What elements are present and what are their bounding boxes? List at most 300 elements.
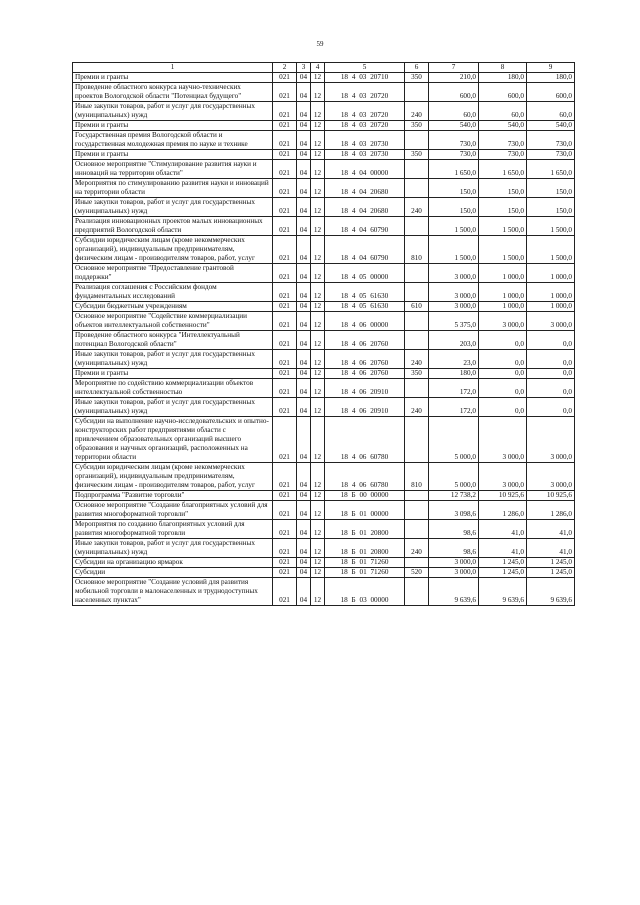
admin-code-cell: 021 [273, 102, 297, 121]
expense-type-cell: 350 [405, 369, 429, 379]
amount-year-1-cell: 172,0 [429, 379, 479, 398]
header-cell: 4 [311, 63, 325, 73]
amount-year-3-cell: 1 650,0 [527, 160, 575, 179]
amount-year-2-cell: 1 000,0 [479, 302, 527, 312]
section-code-cell: 04 [297, 369, 311, 379]
expense-type-cell: 520 [405, 568, 429, 578]
item-name-cell: Мероприятия по созданию благоприятных условий для развития многоформатной торговли [73, 520, 273, 539]
page-number: 59 [316, 40, 324, 48]
amount-year-3-cell: 1 000,0 [527, 264, 575, 283]
target-article-cell: 18 4 03 20720 [325, 121, 405, 131]
table-row [73, 302, 575, 312]
amount-year-3-cell: 0,0 [527, 331, 575, 350]
expense-type-cell: 240 [405, 398, 429, 417]
target-article-cell: 18 4 03 20720 [325, 102, 405, 121]
amount-year-2-cell: 3 000,0 [479, 312, 527, 331]
section-code-cell: 04 [297, 463, 311, 491]
amount-year-2-cell: 1 245,0 [479, 558, 527, 568]
expense-type-cell: 350 [405, 121, 429, 131]
table-row [73, 264, 575, 283]
table-row [73, 539, 575, 558]
section-code-cell: 04 [297, 302, 311, 312]
subsection-code-cell: 12 [311, 463, 325, 491]
target-article-cell: 18 4 04 00000 [325, 160, 405, 179]
expense-type-cell: 810 [405, 236, 429, 264]
subsection-code-cell: 12 [311, 131, 325, 150]
header-cell: 1 [73, 63, 273, 73]
section-code-cell: 04 [297, 417, 311, 463]
subsection-code-cell: 12 [311, 150, 325, 160]
amount-year-3-cell: 180,0 [527, 73, 575, 83]
amount-year-1-cell: 150,0 [429, 179, 479, 198]
target-article-cell: 18 4 06 20910 [325, 379, 405, 398]
item-name-cell: Мероприятие по содействию коммерциализации объектов интеллектуальной собственностью [73, 379, 273, 398]
amount-year-1-cell: 730,0 [429, 131, 479, 150]
budget-allocation-table [72, 62, 575, 606]
item-name-cell: Подпрограмма "Развитие торговли" [73, 491, 273, 501]
amount-year-2-cell: 41,0 [479, 539, 527, 558]
item-name-cell: Основное мероприятие "Создание благоприятных условий для развития многоформатной торговли" [73, 501, 273, 520]
amount-year-3-cell: 3 000,0 [527, 312, 575, 331]
amount-year-2-cell: 60,0 [479, 102, 527, 121]
admin-code-cell: 021 [273, 217, 297, 236]
amount-year-3-cell: 150,0 [527, 198, 575, 217]
amount-year-3-cell: 3 000,0 [527, 463, 575, 491]
admin-code-cell: 021 [273, 131, 297, 150]
admin-code-cell: 021 [273, 160, 297, 179]
item-name-cell: Премии и гранты [73, 73, 273, 83]
amount-year-2-cell: 150,0 [479, 198, 527, 217]
subsection-code-cell: 12 [311, 302, 325, 312]
item-name-cell: Иные закупки товаров, работ и услуг для государственных (муниципальных) нужд [73, 198, 273, 217]
expense-type-cell [405, 312, 429, 331]
admin-code-cell: 021 [273, 283, 297, 302]
amount-year-3-cell: 730,0 [527, 150, 575, 160]
amount-year-1-cell: 5 000,0 [429, 417, 479, 463]
admin-code-cell: 021 [273, 312, 297, 331]
table-row [73, 578, 575, 606]
amount-year-3-cell: 1 286,0 [527, 501, 575, 520]
item-name-cell: Субсидии юридическим лицам (кроме некоммерческих организаций), индивидуальным предпринимателям, физическим лицам - производителям товаров, работ, услуг [73, 463, 273, 491]
section-code-cell: 04 [297, 331, 311, 350]
item-name-cell: Иные закупки товаров, работ и услуг для государственных (муниципальных) нужд [73, 102, 273, 121]
item-name-cell: Премии и гранты [73, 369, 273, 379]
item-name-cell: Субсидии бюджетным учреждениям [73, 302, 273, 312]
amount-year-2-cell: 3 000,0 [479, 417, 527, 463]
admin-code-cell: 021 [273, 350, 297, 369]
expense-type-cell [405, 160, 429, 179]
target-article-cell: 18 Б 01 71260 [325, 558, 405, 568]
table-row [73, 491, 575, 501]
admin-code-cell: 021 [273, 463, 297, 491]
amount-year-2-cell: 1 245,0 [479, 568, 527, 578]
amount-year-1-cell: 1 650,0 [429, 160, 479, 179]
admin-code-cell: 021 [273, 150, 297, 160]
expense-type-cell [405, 331, 429, 350]
target-article-cell: 18 Б 00 00000 [325, 491, 405, 501]
amount-year-3-cell: 730,0 [527, 131, 575, 150]
amount-year-1-cell: 23,0 [429, 350, 479, 369]
amount-year-3-cell: 60,0 [527, 102, 575, 121]
amount-year-1-cell: 600,0 [429, 83, 479, 102]
admin-code-cell: 021 [273, 198, 297, 217]
section-code-cell: 04 [297, 491, 311, 501]
table-row [73, 217, 575, 236]
table-row [73, 160, 575, 179]
subsection-code-cell: 12 [311, 417, 325, 463]
table-row [73, 331, 575, 350]
table-row [73, 83, 575, 102]
target-article-cell: 18 4 06 20760 [325, 350, 405, 369]
admin-code-cell: 021 [273, 379, 297, 398]
amount-year-2-cell: 1 500,0 [479, 217, 527, 236]
amount-year-2-cell: 10 925,6 [479, 491, 527, 501]
expense-type-cell [405, 491, 429, 501]
subsection-code-cell: 12 [311, 179, 325, 198]
item-name-cell: Основное мероприятие "Создание условий для развития мобильной торговли в малонаселенных и труднодоступных населенных пунктах" [73, 578, 273, 606]
amount-year-1-cell: 1 500,0 [429, 236, 479, 264]
subsection-code-cell: 12 [311, 369, 325, 379]
table-row [73, 312, 575, 331]
item-name-cell: Премии и гранты [73, 121, 273, 131]
header-cell: 5 [325, 63, 405, 73]
column-number-header [73, 63, 575, 73]
target-article-cell: 18 Б 01 20800 [325, 520, 405, 539]
section-code-cell: 04 [297, 520, 311, 539]
amount-year-1-cell: 3 098,6 [429, 501, 479, 520]
section-code-cell: 04 [297, 558, 311, 568]
target-article-cell: 18 4 04 20680 [325, 179, 405, 198]
table-row [73, 236, 575, 264]
expense-type-cell: 240 [405, 350, 429, 369]
subsection-code-cell: 12 [311, 264, 325, 283]
item-name-cell: Проведение областного конкурса "Интеллектуальный потенциал Вологодской области" [73, 331, 273, 350]
amount-year-1-cell: 1 500,0 [429, 217, 479, 236]
item-name-cell: Государственная премия Вологодской области и государственная молодежная премия по науке и технике [73, 131, 273, 150]
table-row [73, 150, 575, 160]
amount-year-3-cell: 0,0 [527, 398, 575, 417]
amount-year-2-cell: 540,0 [479, 121, 527, 131]
header-cell: 2 [273, 63, 297, 73]
amount-year-3-cell: 150,0 [527, 179, 575, 198]
item-name-cell: Субсидии на выполнение научно-исследовательских и опытно-конструкторских работ предприятиями области с привлечением образовательных организаций высшего образования и научных организаций, расположенных на территории области [73, 417, 273, 463]
section-code-cell: 04 [297, 131, 311, 150]
subsection-code-cell: 12 [311, 491, 325, 501]
expense-type-cell: 240 [405, 102, 429, 121]
section-code-cell: 04 [297, 578, 311, 606]
table-row [73, 198, 575, 217]
header-cell: 9 [527, 63, 575, 73]
item-name-cell: Субсидии [73, 568, 273, 578]
admin-code-cell: 021 [273, 331, 297, 350]
header-cell: 7 [429, 63, 479, 73]
admin-code-cell: 021 [273, 264, 297, 283]
admin-code-cell: 021 [273, 539, 297, 558]
item-name-cell: Иные закупки товаров, работ и услуг для государственных (муниципальных) нужд [73, 350, 273, 369]
admin-code-cell: 021 [273, 491, 297, 501]
amount-year-1-cell: 60,0 [429, 102, 479, 121]
amount-year-3-cell: 10 925,6 [527, 491, 575, 501]
table-row [73, 379, 575, 398]
target-article-cell: 18 4 05 61630 [325, 283, 405, 302]
amount-year-2-cell: 1 286,0 [479, 501, 527, 520]
admin-code-cell: 021 [273, 302, 297, 312]
section-code-cell: 04 [297, 217, 311, 236]
target-article-cell: 18 4 04 60790 [325, 217, 405, 236]
amount-year-2-cell: 1 650,0 [479, 160, 527, 179]
amount-year-2-cell: 1 000,0 [479, 264, 527, 283]
admin-code-cell: 021 [273, 558, 297, 568]
target-article-cell: 18 Б 01 20800 [325, 539, 405, 558]
amount-year-3-cell: 1 500,0 [527, 217, 575, 236]
amount-year-1-cell: 172,0 [429, 398, 479, 417]
table-row [73, 102, 575, 121]
target-article-cell: 18 Б 01 71260 [325, 568, 405, 578]
section-code-cell: 04 [297, 236, 311, 264]
section-code-cell: 04 [297, 501, 311, 520]
expense-type-cell [405, 520, 429, 539]
target-article-cell: 18 4 03 20730 [325, 150, 405, 160]
table-row [73, 369, 575, 379]
expense-type-cell: 350 [405, 150, 429, 160]
admin-code-cell: 021 [273, 398, 297, 417]
amount-year-1-cell: 150,0 [429, 198, 479, 217]
subsection-code-cell: 12 [311, 520, 325, 539]
amount-year-2-cell: 3 000,0 [479, 463, 527, 491]
target-article-cell: 18 4 05 00000 [325, 264, 405, 283]
table-row [73, 350, 575, 369]
amount-year-2-cell: 1 500,0 [479, 236, 527, 264]
amount-year-1-cell: 180,0 [429, 369, 479, 379]
amount-year-3-cell: 1 000,0 [527, 283, 575, 302]
expense-type-cell: 350 [405, 73, 429, 83]
section-code-cell: 04 [297, 539, 311, 558]
subsection-code-cell: 12 [311, 236, 325, 264]
section-code-cell: 04 [297, 83, 311, 102]
expense-type-cell [405, 83, 429, 102]
item-name-cell: Реализация соглашения с Российским фондом фундаментальных исследований [73, 283, 273, 302]
amount-year-1-cell: 5 000,0 [429, 463, 479, 491]
target-article-cell: 18 4 04 20680 [325, 198, 405, 217]
amount-year-3-cell: 9 639,6 [527, 578, 575, 606]
section-code-cell: 04 [297, 568, 311, 578]
admin-code-cell: 021 [273, 568, 297, 578]
table-row [73, 73, 575, 83]
target-article-cell: 18 4 06 20910 [325, 398, 405, 417]
amount-year-3-cell: 1 000,0 [527, 302, 575, 312]
target-article-cell: 18 4 03 20710 [325, 73, 405, 83]
subsection-code-cell: 12 [311, 331, 325, 350]
expense-type-cell [405, 417, 429, 463]
amount-year-3-cell: 1 245,0 [527, 568, 575, 578]
expense-type-cell [405, 179, 429, 198]
target-article-cell: 18 4 04 60790 [325, 236, 405, 264]
subsection-code-cell: 12 [311, 568, 325, 578]
table-row [73, 520, 575, 539]
target-article-cell: 18 4 03 20720 [325, 83, 405, 102]
target-article-cell: 18 4 05 61630 [325, 302, 405, 312]
amount-year-2-cell: 180,0 [479, 73, 527, 83]
admin-code-cell: 021 [273, 578, 297, 606]
header-cell: 6 [405, 63, 429, 73]
table-row [73, 179, 575, 198]
subsection-code-cell: 12 [311, 160, 325, 179]
subsection-code-cell: 12 [311, 501, 325, 520]
amount-year-2-cell: 0,0 [479, 379, 527, 398]
amount-year-1-cell: 730,0 [429, 150, 479, 160]
expense-type-cell: 610 [405, 302, 429, 312]
amount-year-1-cell: 540,0 [429, 121, 479, 131]
expense-type-cell: 240 [405, 198, 429, 217]
amount-year-3-cell: 41,0 [527, 520, 575, 539]
admin-code-cell: 021 [273, 121, 297, 131]
subsection-code-cell: 12 [311, 350, 325, 369]
target-article-cell: 18 4 06 20760 [325, 331, 405, 350]
amount-year-2-cell: 600,0 [479, 83, 527, 102]
table-row [73, 417, 575, 463]
subsection-code-cell: 12 [311, 558, 325, 568]
amount-year-1-cell: 9 639,6 [429, 578, 479, 606]
section-code-cell: 04 [297, 73, 311, 83]
section-code-cell: 04 [297, 283, 311, 302]
table-row [73, 463, 575, 491]
target-article-cell: 18 4 06 60780 [325, 417, 405, 463]
section-code-cell: 04 [297, 102, 311, 121]
amount-year-2-cell: 0,0 [479, 398, 527, 417]
expense-type-cell [405, 283, 429, 302]
subsection-code-cell: 12 [311, 398, 325, 417]
amount-year-1-cell: 3 000,0 [429, 558, 479, 568]
target-article-cell: 18 4 06 60780 [325, 463, 405, 491]
section-code-cell: 04 [297, 379, 311, 398]
admin-code-cell: 021 [273, 417, 297, 463]
table-row [73, 398, 575, 417]
admin-code-cell: 021 [273, 236, 297, 264]
section-code-cell: 04 [297, 179, 311, 198]
subsection-code-cell: 12 [311, 379, 325, 398]
item-name-cell: Премии и гранты [73, 150, 273, 160]
table-row [73, 568, 575, 578]
amount-year-3-cell: 3 000,0 [527, 417, 575, 463]
section-code-cell: 04 [297, 350, 311, 369]
expense-type-cell [405, 131, 429, 150]
table-row [73, 131, 575, 150]
target-article-cell: 18 4 06 20760 [325, 369, 405, 379]
amount-year-1-cell: 98,6 [429, 520, 479, 539]
subsection-code-cell: 12 [311, 312, 325, 331]
amount-year-3-cell: 0,0 [527, 350, 575, 369]
amount-year-2-cell: 730,0 [479, 150, 527, 160]
amount-year-3-cell: 1 500,0 [527, 236, 575, 264]
item-name-cell: Основное мероприятие "Предоставление грантовой поддержки" [73, 264, 273, 283]
table-row [73, 501, 575, 520]
subsection-code-cell: 12 [311, 578, 325, 606]
item-name-cell: Иные закупки товаров, работ и услуг для государственных (муниципальных) нужд [73, 398, 273, 417]
subsection-code-cell: 12 [311, 83, 325, 102]
item-name-cell: Реализация инновационных проектов малых инновационных предприятий Вологодской области [73, 217, 273, 236]
subsection-code-cell: 12 [311, 539, 325, 558]
amount-year-1-cell: 12 738,2 [429, 491, 479, 501]
expense-type-cell [405, 217, 429, 236]
target-article-cell: 18 4 03 20730 [325, 131, 405, 150]
admin-code-cell: 021 [273, 520, 297, 539]
amount-year-1-cell: 3 000,0 [429, 283, 479, 302]
expense-type-cell: 240 [405, 539, 429, 558]
amount-year-3-cell: 0,0 [527, 379, 575, 398]
amount-year-2-cell: 0,0 [479, 331, 527, 350]
amount-year-1-cell: 203,0 [429, 331, 479, 350]
expense-type-cell [405, 379, 429, 398]
amount-year-2-cell: 9 639,6 [479, 578, 527, 606]
amount-year-2-cell: 0,0 [479, 350, 527, 369]
admin-code-cell: 021 [273, 179, 297, 198]
amount-year-1-cell: 98,6 [429, 539, 479, 558]
subsection-code-cell: 12 [311, 73, 325, 83]
admin-code-cell: 021 [273, 83, 297, 102]
expense-type-cell [405, 558, 429, 568]
amount-year-2-cell: 730,0 [479, 131, 527, 150]
target-article-cell: 18 Б 01 00000 [325, 501, 405, 520]
section-code-cell: 04 [297, 121, 311, 131]
item-name-cell: Мероприятия по стимулированию развития науки и инноваций на территории области [73, 179, 273, 198]
expense-type-cell [405, 578, 429, 606]
amount-year-2-cell: 1 000,0 [479, 283, 527, 302]
item-name-cell: Проведение областного конкурса научно-технических проектов Вологодской области "Потенциал будущего" [73, 83, 273, 102]
header-cell: 3 [297, 63, 311, 73]
amount-year-2-cell: 41,0 [479, 520, 527, 539]
expense-type-cell: 810 [405, 463, 429, 491]
subsection-code-cell: 12 [311, 102, 325, 121]
expense-type-cell [405, 501, 429, 520]
amount-year-1-cell: 3 000,0 [429, 302, 479, 312]
amount-year-2-cell: 0,0 [479, 369, 527, 379]
amount-year-1-cell: 5 375,0 [429, 312, 479, 331]
section-code-cell: 04 [297, 264, 311, 283]
table-row [73, 558, 575, 568]
amount-year-1-cell: 210,0 [429, 73, 479, 83]
header-cell: 8 [479, 63, 527, 73]
section-code-cell: 04 [297, 150, 311, 160]
subsection-code-cell: 12 [311, 198, 325, 217]
amount-year-1-cell: 3 000,0 [429, 568, 479, 578]
amount-year-3-cell: 0,0 [527, 369, 575, 379]
section-code-cell: 04 [297, 398, 311, 417]
table-row [73, 121, 575, 131]
amount-year-3-cell: 540,0 [527, 121, 575, 131]
target-article-cell: 18 4 06 00000 [325, 312, 405, 331]
item-name-cell: Основное мероприятие "Стимулирование развития науки и инноваций на территории области" [73, 160, 273, 179]
admin-code-cell: 021 [273, 501, 297, 520]
subsection-code-cell: 12 [311, 217, 325, 236]
amount-year-3-cell: 1 245,0 [527, 558, 575, 568]
item-name-cell: Иные закупки товаров, работ и услуг для государственных (муниципальных) нужд [73, 539, 273, 558]
admin-code-cell: 021 [273, 369, 297, 379]
item-name-cell: Субсидии на организацию ярмарок [73, 558, 273, 568]
amount-year-1-cell: 3 000,0 [429, 264, 479, 283]
subsection-code-cell: 12 [311, 121, 325, 131]
target-article-cell: 18 Б 03 00000 [325, 578, 405, 606]
amount-year-3-cell: 600,0 [527, 83, 575, 102]
amount-year-3-cell: 41,0 [527, 539, 575, 558]
section-code-cell: 04 [297, 160, 311, 179]
section-code-cell: 04 [297, 198, 311, 217]
section-code-cell: 04 [297, 312, 311, 331]
amount-year-2-cell: 150,0 [479, 179, 527, 198]
item-name-cell: Субсидии юридическим лицам (кроме некоммерческих организаций), индивидуальным предпринимателям, физическим лицам - производителям товаров, работ, услуг [73, 236, 273, 264]
subsection-code-cell: 12 [311, 283, 325, 302]
admin-code-cell: 021 [273, 73, 297, 83]
table-row [73, 283, 575, 302]
